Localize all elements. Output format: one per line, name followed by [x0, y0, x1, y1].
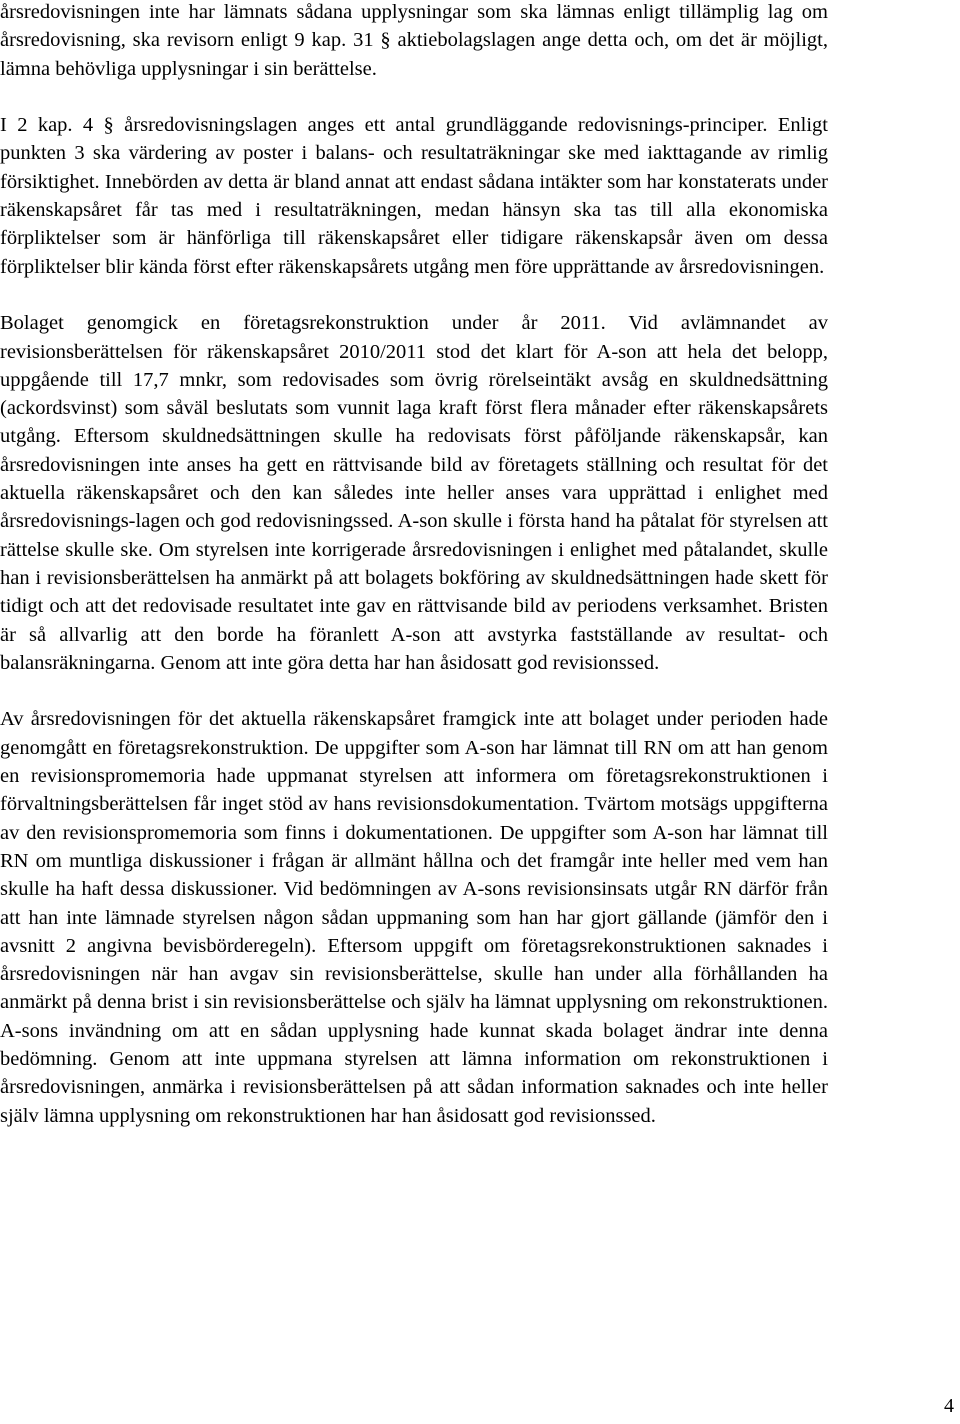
paragraph-accounting-principles: I 2 kap. 4 § årsredovisningslagen anges ett antal grundläggande redovisnings-principer. Enligt punkten 3 ska värdering av poster i balans- och resultaträkningar ske med iakttagande av rimlig försiktighet. Innebörden av detta är bland annat att endast sådana intäkter som har konstaterats under räkenskapsåret får tas med i resultaträkningen, medan hänsyn ska tas till alla ekonomiska förpliktelser som är hänförliga till räkenskapsåret eller tidigare räkenskapsår även om dessa förpliktelser blir kända först efter räkenskapsårets utgång men före upprättande av årsredovisningen. — [0, 114, 828, 278]
paragraph-reconstruction-assessment: Bolaget genomgick en företagsrekonstruktion under år 2011. Vid avlämnandet av revisionsberättelsen för räkenskapsåret 2010/2011 stod det klart för A-son att hela det belopp, uppgående till 17,7 mnkr, som redovisades som övrig rörelseintäkt avsåg en skuldnedsättning (ackordsvinst) som såväl beslutats som vunnit laga kraft först flera månader efter räkenskapsårets utgång. Eftersom skuldnedsättningen skulle ha redovisats först påföljande räkenskapsår, kan årsredovisningen inte anses ha gett en rättvisande bild av företagets ställning och resultat för det aktuella räkenskapsåret och den kan således inte heller anses vara upprättad i enlighet med årsredovisnings-lagen och god redovisningssed. A-son skulle i första hand ha påtalat för styrelsen att rättelse skulle ske. Om styrelsen inte korrigerade årsredovisningen i enlighet med påtalandet, skulle han i revisionsberättelsen ha anmärkt på att bolagets bokföring av skuldnedsättningen hade skett för tidigt och att det redovisade resultatet inte gav en rättvisande bild av periodens verksamhet. Bristen är så allvarlig att den borde ha föranlett A-son att avstyrka fastställande av resultat- och balansräkningarna. Genom att inte göra detta har han åsidosatt god revisionssed. — [0, 312, 828, 674]
paragraph-intro-continuation: årsredovisningen inte har lämnats sådana upplysningar som ska lämnas enligt tillämplig lag om årsredovisning, ska revisorn enligt 9 kap. 31 § aktiebolagslagen ange detta och, om det är möjligt, lämna behövliga upplysningar i sin berättelse. — [0, 1, 828, 80]
page-number: 4 — [944, 1395, 954, 1417]
paragraph-disclosure-assessment: Av årsredovisningen för det aktuella räkenskapsåret framgick inte att bolaget under perioden hade genomgått en företagsrekonstruktion. De uppgifter som A-son har lämnat till RN om att han genom en revisionspromemoria hade uppmanat styrelsen att informera om företagsrekonstruktionen i förvaltningsberättelsen får inget stöd av hans revisionsdokumentation. Tvärtom motsägs uppgifterna av den revisionspromemoria som finns i dokumentationen. De uppgifter som A-son har lämnat till RN om muntliga diskussioner i frågan är allmänt hållna och det framgår inte heller med vem han skulle ha haft dessa diskussioner. Vid bedömningen av A-sons revisionsinsats utgår RN därför från att han inte lämnade styrelsen någon sådan uppmaning som han har gjort gällande (jämför den i avsnitt 2 angivna bevisbörderegeln). Eftersom uppgift om företagsrekonstruktionen saknades i årsredovisningen när han avgav sin revisionsberättelse, skulle han under alla förhållanden ha anmärkt på denna brist i sin revisionsberättelse och själv ha lämnat upplysning om rekonstruktionen. A-sons invändning om att en sådan upplysning hade kunnat skada bolaget ändrar inte denna bedömning. Genom att inte uppmana styrelsen att lämna information om rekonstruktionen i årsredovisningen, anmärka i revisionsberättelsen på att sådan information saknades och inte heller själv lämna upplysning om rekonstruktionen har han åsidosatt god revisionssed. — [0, 708, 828, 1127]
